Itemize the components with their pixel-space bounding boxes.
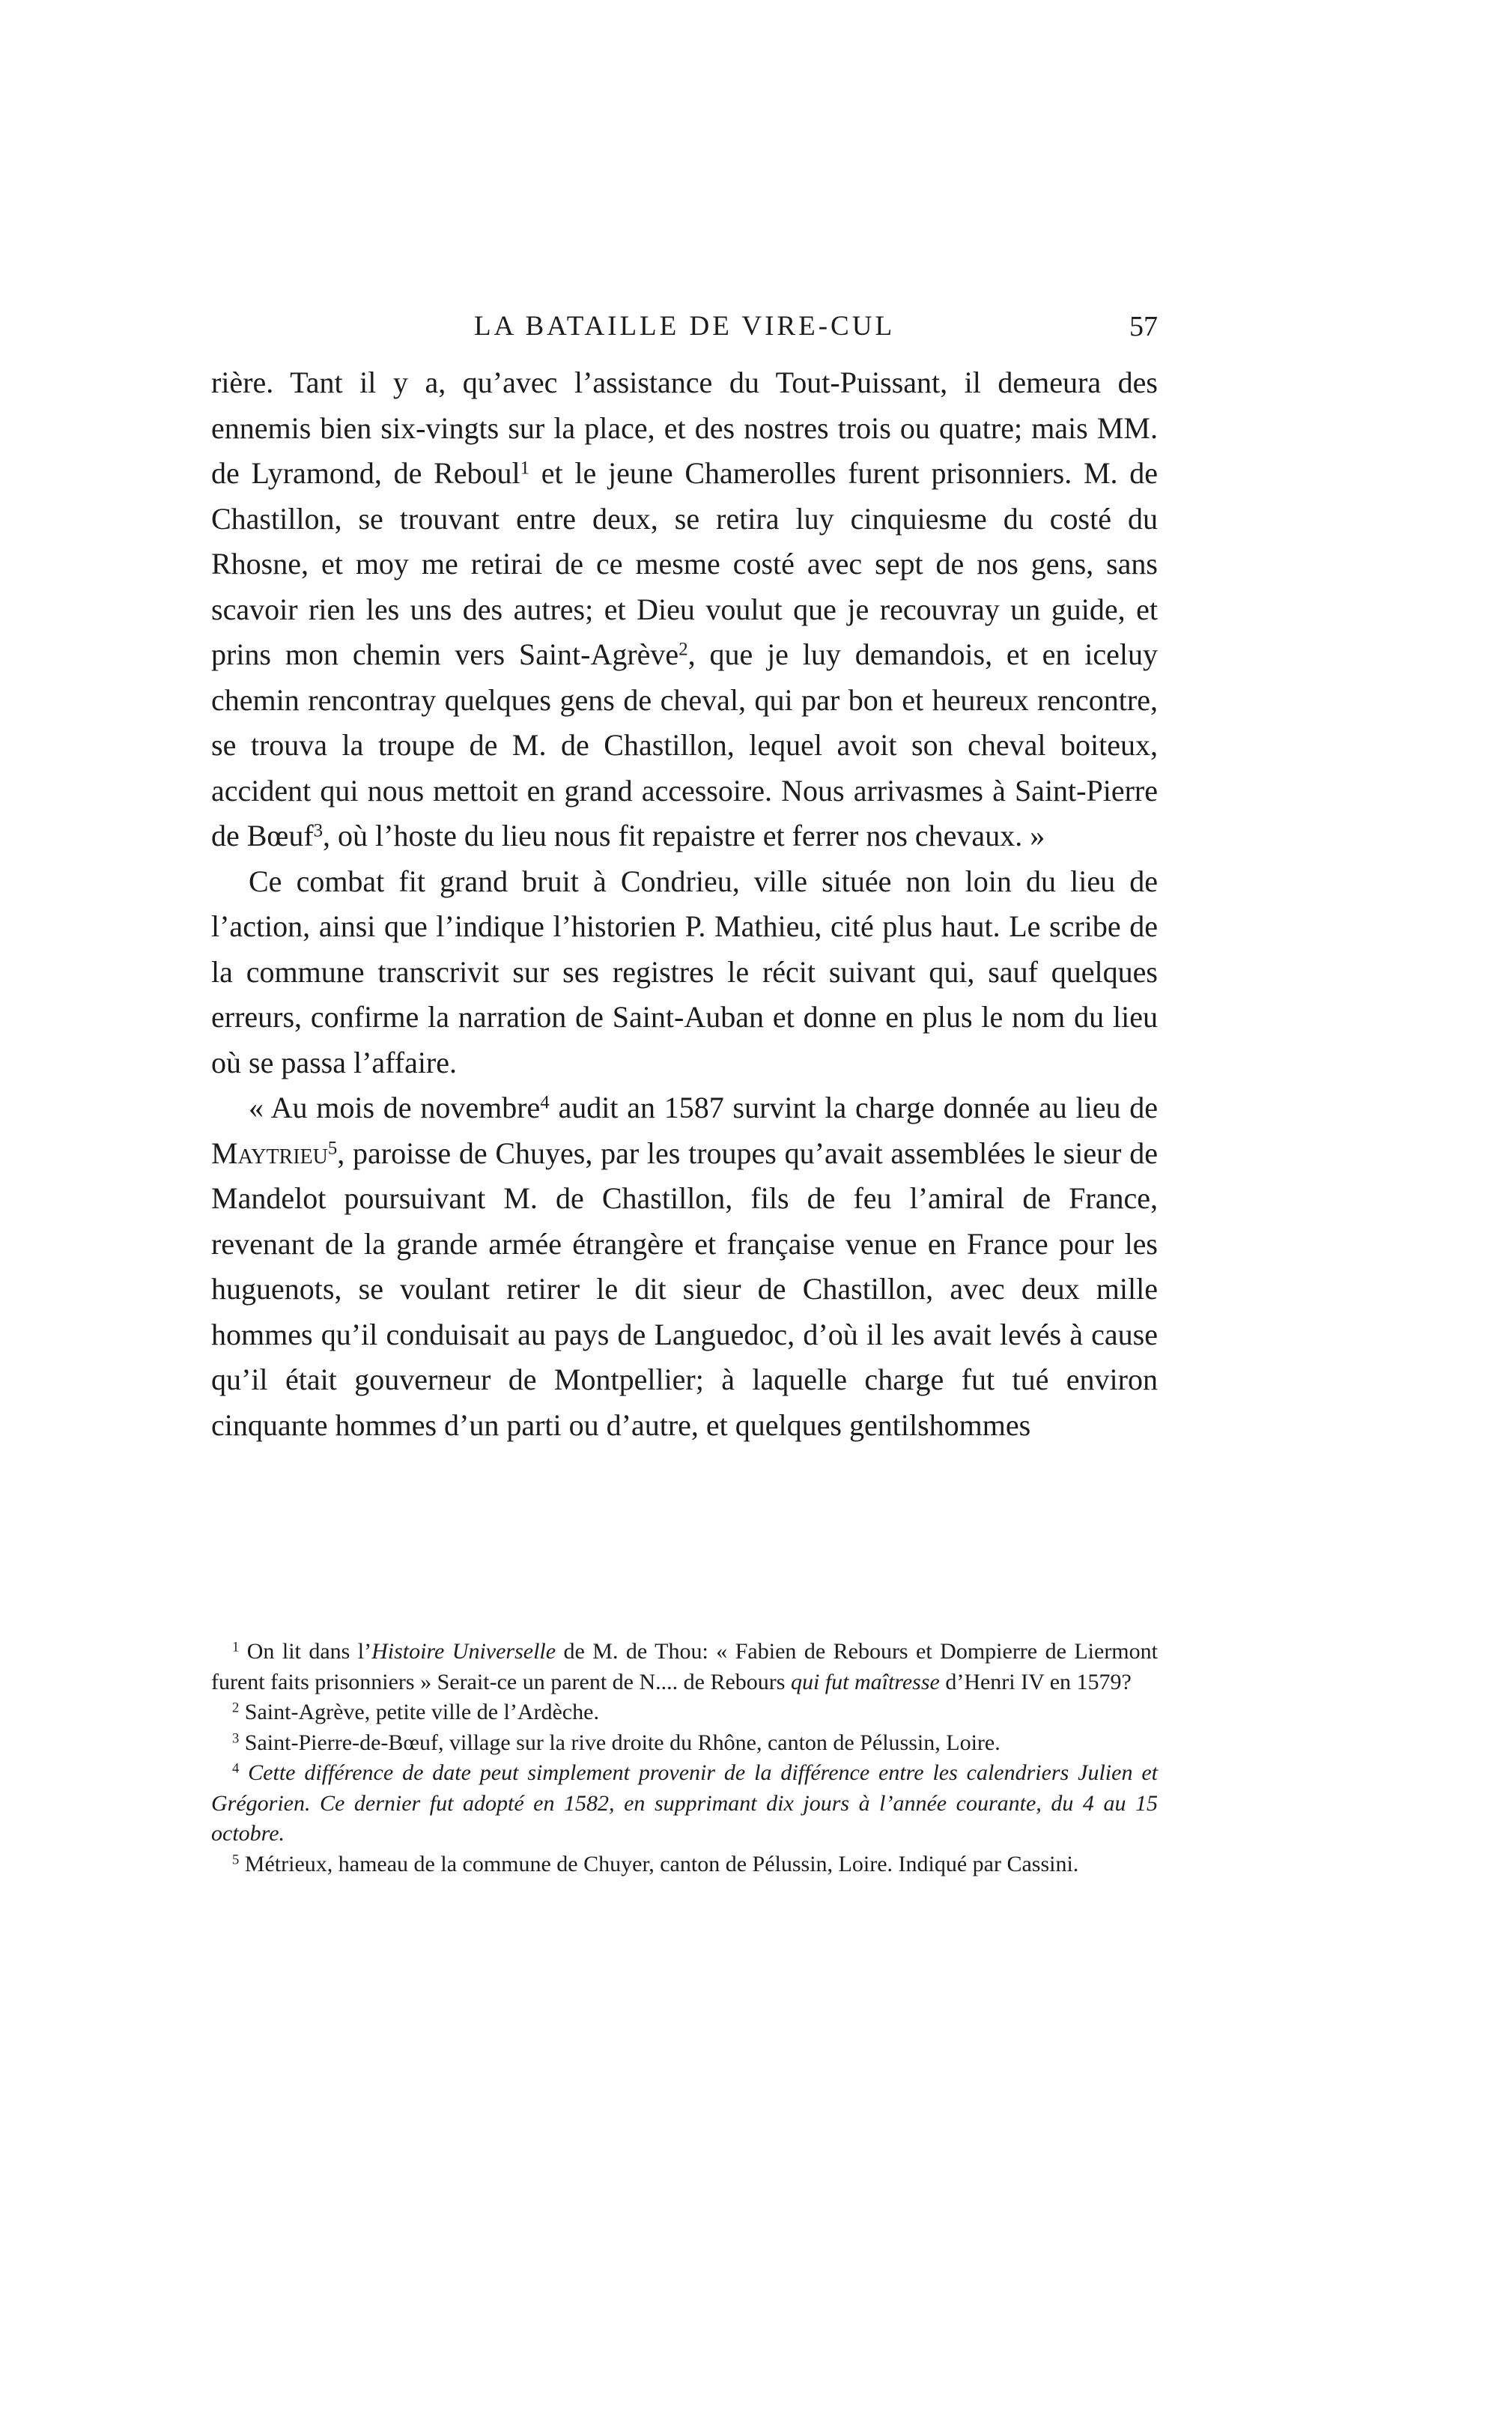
footnote-italic: qui fut maîtresse [790,1669,940,1694]
text-run: « Au mois de novembre [249,1091,541,1124]
text-run: audit an 1587 survint la charge donnée au lieu de [549,1091,1159,1124]
footnote-5 [211,1849,1158,1880]
footnote-3 [211,1728,1158,1759]
text-run: , que je luy demandois, et en iceluy chemin rencontray quelques gens de cheval, qui par bon et heureux rencontre, se trouva la troupe de M. de Chastillon, lequel avoit son cheval boiteux, accident qui nous mettoit en grand accessoire. Nous arrivasmes à Saint-Pierre de Bœuf [211,637,1158,852]
text-run: , paroisse de Chuyes, par les troupes qu’avait assemblées le sieur de Mandelot poursuivant M. de Chastillon, fils de feu l’amiral de France, revenant de la grande armée étrangère et française venue en France pour les huguenots, se voulant retirer le dit sieur de Chastillon, avec deux mille hommes qu’il conduisait au pays de Languedoc, d’où il les avait levés à cause qu’il était gouverneur de Montpellier; à laquelle charge fut tué environ cinquante hommes d’un parti ou d’autre, et quelques gentilshommes [211,1136,1158,1442]
text-run: rière. Tant il y a, qu’avec l’assistance du Tout-Puissant, il demeura des ennemis bien six-vingts sur la place, et des nostres trois ou quatre; mais MM. de Lyramond, de Reboul [211,366,1158,490]
footnote-2 [211,1697,1158,1728]
footnote-ref-5: 5 [327,1138,338,1159]
footnote-number: 2 [232,1700,240,1716]
running-title: LA BATAILLE DE VIRE-CUL [473,311,896,342]
footnote-text: d’Henri IV en 1579? [939,1669,1132,1694]
paragraph-3 [211,1085,1158,1448]
footnote-ref-2: 2 [678,639,688,660]
footnote-text: On lit dans l’ [239,1639,372,1664]
text-run: , où l’hoste du lieu nous fit repaistre et ferrer nos chevaux. » [323,819,1045,852]
footnote-ref-4: 4 [540,1092,550,1113]
page-header [211,310,1158,348]
footnote-number: 1 [232,1639,240,1655]
paragraph-2: Ce combat fit grand bruit à Condrieu, ville située non loin du lieu de l’action, ainsi que l’indique l’historien P. Mathieu, cité plus haut. Le scribe de la commune transcrivit sur ses registres le récit suivant qui, sauf quelques erreurs, confirme la narration de Saint-Auban et donne en plus le nom du lieu où se passa l’affaire. [211,864,1158,1079]
footnote-text: Cette différence de date peut simplement provenir de la différence entre les calendriers Julien et Grégorien. Ce dernier fut adopté en 1582, en supprimant dix jours à l’année courante, du 4 au 15 octobre. [211,1760,1158,1846]
footnote-number: 5 [232,1852,240,1868]
footnote-ref-1: 1 [520,458,530,479]
footnote-4 [211,1758,1158,1849]
footnote-ref-3: 3 [313,820,324,841]
footnote-text: Métrieux, hameau de la commune de Chuyer, canton de Pélussin, Loire. Indiqué par Cassini. [239,1851,1079,1876]
footnote-number: 3 [232,1730,240,1747]
text-run: et le jeune Chamerolles furent prisonniers. M. de Chastillon, se trouvant entre deux, se retira luy cinquiesme du costé du Rhosne, et moy me retirai de ce mesme costé avec sept de nos gens, sans scavoir rien les uns des autres; et Dieu voulut que je recouvray un guide, et prins mon chemin vers Saint-Agrève [211,456,1158,671]
footnote-number: 4 [232,1760,240,1777]
footnote-text: Saint-Pierre-de-Bœuf, village sur la rive droite du Rhône, canton de Pélussin, Loire. [239,1730,1001,1755]
footnote-text: de M. de Thou: « Fabien de Rebours et Dompierre de Liermont furent faits prisonniers » Serait-ce un parent de N.... de Rebours [211,1639,1158,1694]
main-text [211,360,1158,1448]
book-title: Histoire Universelle [371,1639,556,1664]
footnotes [211,1637,1158,1879]
paragraph-1 [211,360,1158,859]
page-number: 57 [1129,311,1158,342]
footnote-text: Saint-Agrève, petite ville de l’Ardèche. [239,1700,599,1724]
footnote-1 [211,1637,1158,1697]
place-name: Maytrieu [211,1136,328,1170]
